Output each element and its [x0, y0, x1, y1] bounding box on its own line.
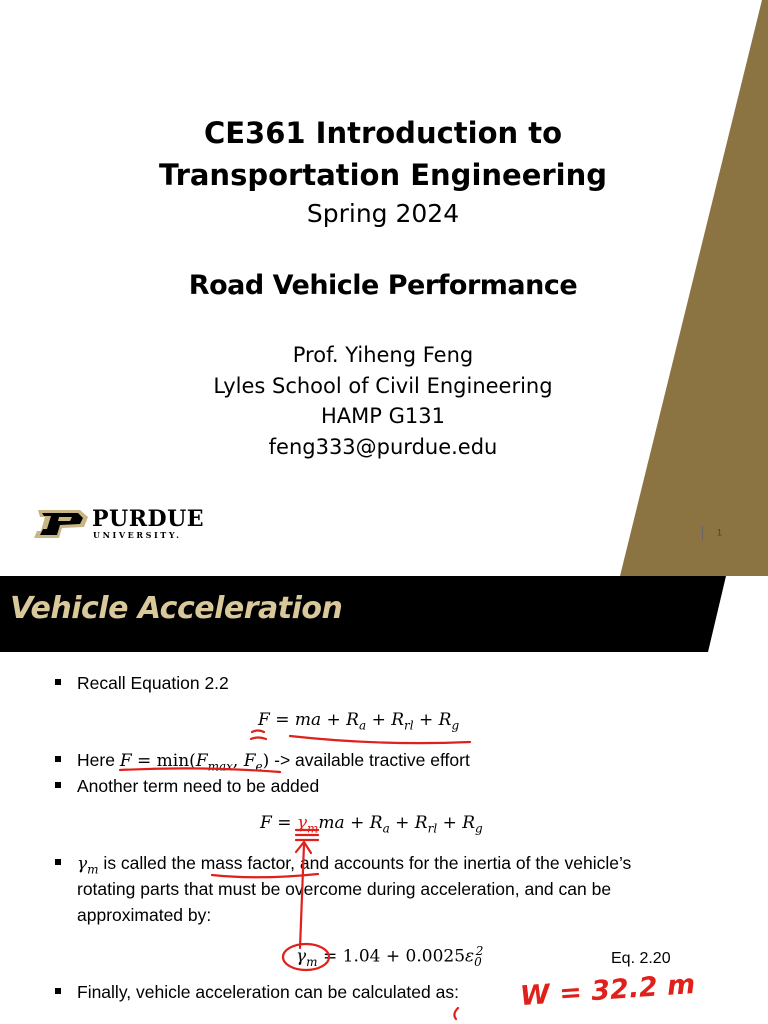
office-location: HAMP G131 — [321, 404, 445, 428]
purdue-logo — [32, 506, 205, 542]
bullet-marker — [55, 859, 61, 865]
logo-subtext: UNIVERSITY. — [93, 530, 182, 540]
equation-2-2: F = ma + $R_a + R_{rl} + R_g$ — [258, 710, 460, 733]
ink-underline-resistances — [290, 736, 470, 743]
course-title-line2: Transportation Engineering — [158, 158, 608, 192]
course-title-line1: CE361 Introduction to — [203, 116, 563, 150]
page-divider — [702, 526, 703, 540]
instructor-name: Prof. Yiheng Feng — [292, 343, 474, 367]
equation-number-label: Eq. 2.20 — [611, 950, 671, 967]
logo-wordmark: PURDUE — [92, 506, 205, 532]
bullet-marker — [55, 756, 61, 762]
bullet-marker — [55, 679, 61, 685]
ink-stroke-bottom — [454, 1008, 458, 1019]
handwritten-note: W = 32.2 m — [519, 968, 697, 1013]
ink-underline-f2 — [251, 738, 266, 740]
title-block — [110, 112, 656, 462]
equation-with-mass-factor: $F = \gamma_mma + R_a + R_{rl} + R_g$ — [260, 813, 483, 836]
term: Spring 2024 — [306, 199, 460, 228]
lecture-topic: Road Vehicle Performance — [188, 270, 578, 301]
vehicle-acceleration-slide: Vehicle Acceleration Recall Equation 2.2 F = ma + $R_a + R_{rl} + R_g$ Here $F = \min(F_{max}$, $F_e$) -> available tractive effort Another term need to be added $F = \gamma_mma + R_a + R_{rl} + R_g$ $\gamma_m$ is called the mass factor, and accounts for the inertia of the vehicle’s rotating parts that must be overcome during acceleration, and can be approximated by: $\gamma_m = 1.04 + 0.0025\varepsilon_0^2$ Eq. 2.20 Finally, vehicle acceleration can be calculated as: W = 32.2 m — [0, 576, 768, 1024]
slide-title: Vehicle Acceleration — [10, 591, 343, 626]
school-name: Lyles School of Civil Engineering — [213, 373, 553, 398]
purdue-p-motif-icon — [32, 509, 90, 539]
email-address: feng333@purdue.edu — [268, 434, 498, 459]
tractive-effort-expression: $F = \min(F_{max}$, $F_e$) — [119, 751, 270, 774]
bullet-marker — [55, 782, 61, 788]
equation-2-20: $\gamma_m = 1.04 + 0.0025\varepsilon_0^2$ — [296, 944, 484, 970]
contact-block — [110, 340, 656, 462]
bullet-marker — [55, 988, 61, 994]
page-number: 1 — [702, 526, 722, 540]
gamma-m-symbol: $\gamma_m$ — [77, 854, 99, 877]
